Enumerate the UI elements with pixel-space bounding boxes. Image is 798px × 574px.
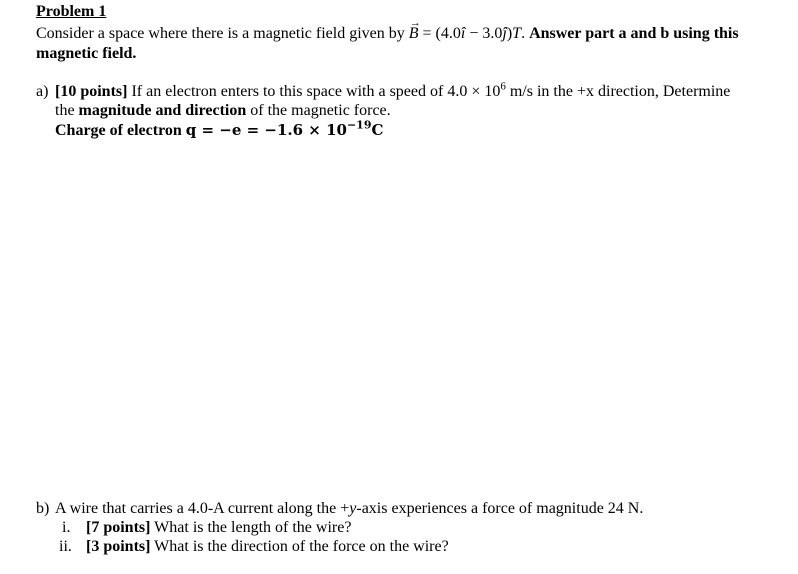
- part-b-label: b): [36, 500, 50, 517]
- part-b-line-1: A wire that carries a 4.0-A current along the +y-axis experiences a force of magnitude 24 N.: [55, 500, 644, 517]
- problem-title: Problem 1: [36, 3, 107, 20]
- part-b-ii-label: ii.: [59, 538, 72, 555]
- vector-b-symbol: → B: [409, 24, 419, 44]
- part-b-ii-text: [3 points] What is the direction of the force on the wire?: [86, 538, 449, 555]
- problem-intro-line-2: magnetic field.: [36, 45, 137, 62]
- part-b-i-label: i.: [62, 519, 71, 536]
- problem-intro-line-1: Consider a space where there is a magnetic field given by → B = (4.0î − 3.0ĵ)T. Answer part a and b using this: [36, 24, 739, 44]
- part-a-charge-line: Charge of electron $q = -e = -1.6 \times 10^{-19}C$: [55, 118, 384, 139]
- part-b-i-text: [7 points] What is the length of the wire?: [86, 519, 352, 536]
- part-a-line-2: the magnitude and direction of the magnetic force.: [55, 102, 391, 119]
- part-a-label: a): [36, 83, 49, 100]
- part-a-line-1: [10 points] If an electron enters to this space with a speed of $4.0 \times 10^6$ m/s in the +x direction, Determine: [55, 80, 731, 100]
